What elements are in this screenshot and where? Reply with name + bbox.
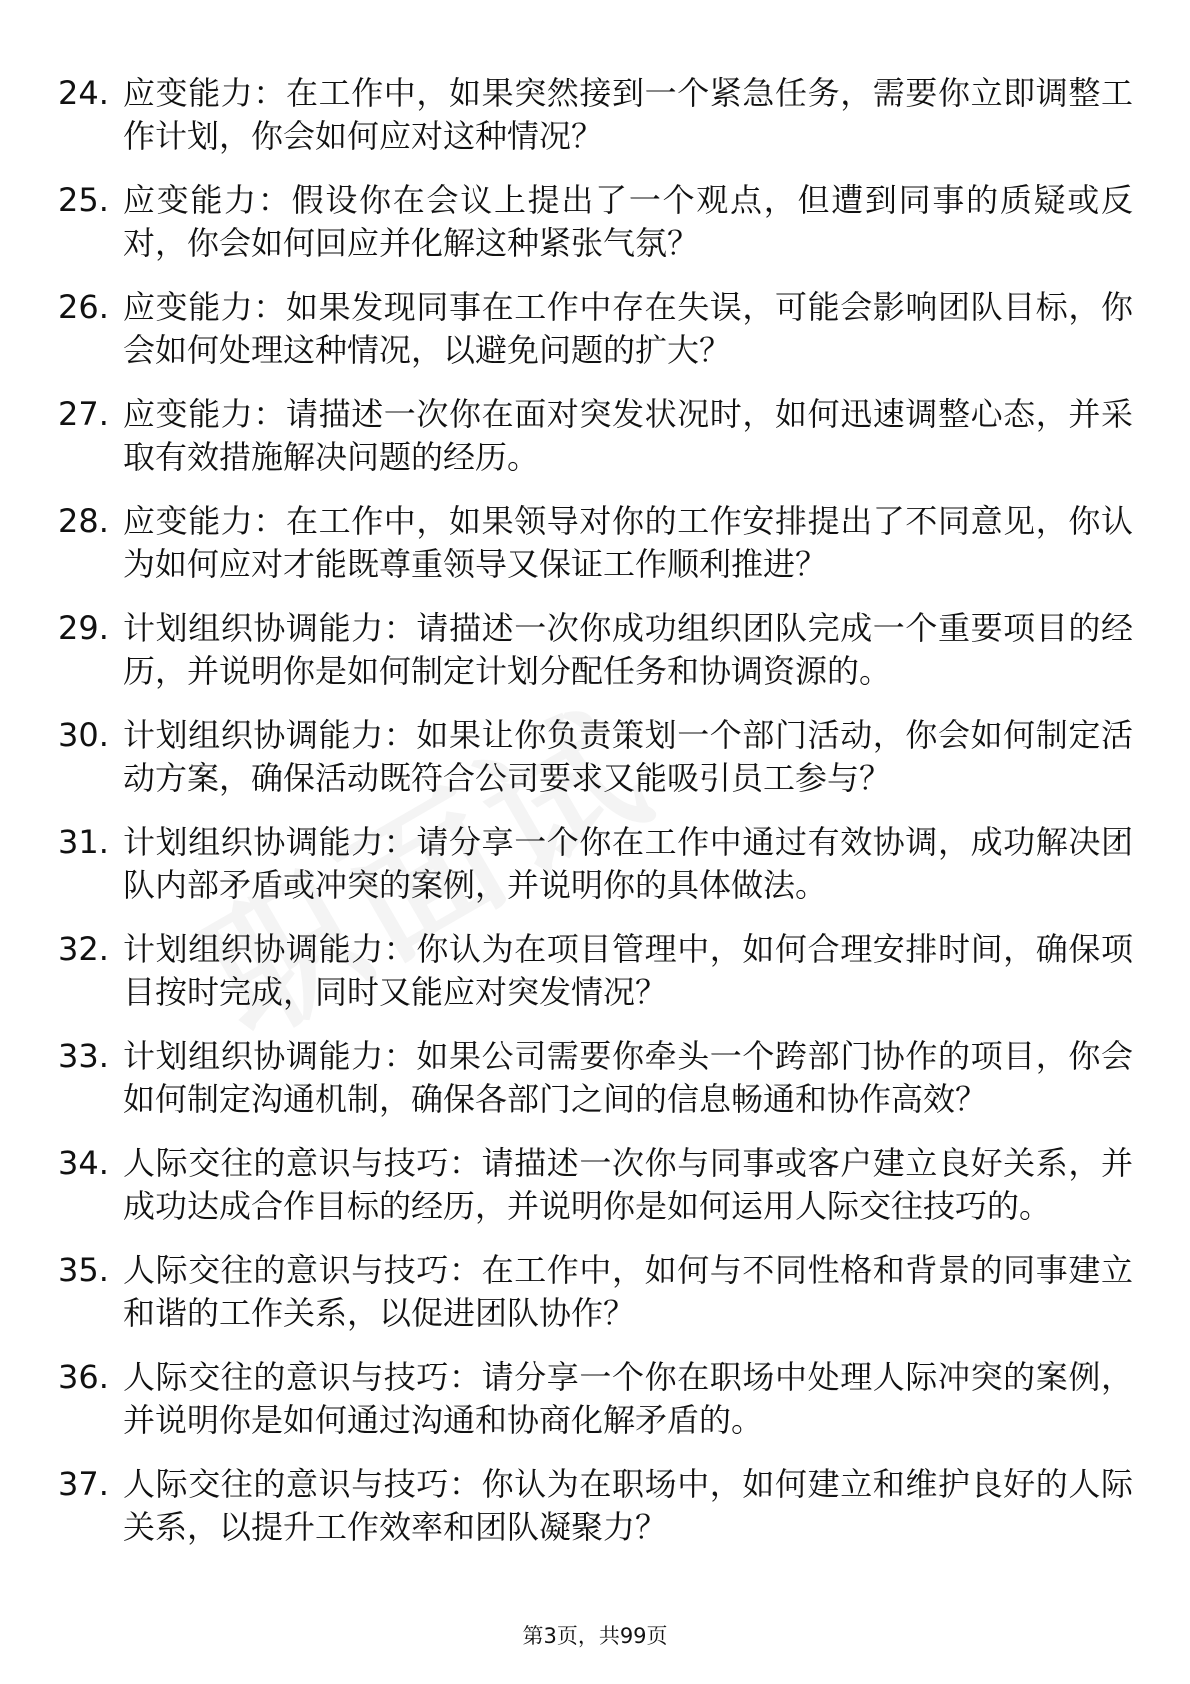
question-text: 计划组织协调能力：请描述一次你成功组织团队完成一个重要项目的经历，并说明你是如何制定计划分配任务和协调资源的。 (123, 609, 1133, 690)
question-number: 24. (58, 74, 109, 112)
question-item (58, 1356, 1133, 1442)
question-number: 29. (58, 609, 109, 647)
question-item (58, 607, 1133, 693)
question-number: 36. (58, 1358, 109, 1396)
question-item (58, 714, 1133, 800)
question-text: 人际交往的意识与技巧：你认为在职场中，如何建立和维护良好的人际关系，以提升工作效率和团队凝聚力？ (123, 1465, 1133, 1546)
question-number: 30. (58, 716, 109, 754)
question-text: 应变能力：如果发现同事在工作中存在失误，可能会影响团队目标，你会如何处理这种情况，以避免问题的扩大？ (123, 288, 1133, 369)
question-item (58, 500, 1133, 586)
question-number: 27. (58, 395, 109, 433)
page-number: 第3页，共99页 (522, 1624, 668, 1648)
question-item (58, 1035, 1133, 1121)
question-text: 人际交往的意识与技巧：请描述一次你与同事或客户建立良好关系，并成功达成合作目标的经历，并说明你是如何运用人际交往技巧的。 (123, 1144, 1133, 1225)
question-text: 计划组织协调能力：如果公司需要你牵头一个跨部门协作的项目，你会如何制定沟通机制，确保各部门之间的信息畅通和协作高效？ (123, 1037, 1133, 1118)
question-item (58, 821, 1133, 907)
question-text: 人际交往的意识与技巧：请分享一个你在职场中处理人际冲突的案例，并说明你是如何通过沟通和协商化解矛盾的。 (123, 1358, 1133, 1439)
question-text: 应变能力：请描述一次你在面对突发状况时，如何迅速调整心态，并采取有效措施解决问题的经历。 (123, 395, 1133, 476)
question-number: 35. (58, 1251, 109, 1289)
question-text: 应变能力：假设你在会议上提出了一个观点，但遭到同事的质疑或反对，你会如何回应并化解这种紧张气氛？ (123, 181, 1133, 262)
question-item (58, 179, 1133, 265)
question-text: 计划组织协调能力：请分享一个你在工作中通过有效协调，成功解决团队内部矛盾或冲突的案例，并说明你的具体做法。 (123, 823, 1133, 904)
question-item (58, 1249, 1133, 1335)
page-footer (0, 1620, 1190, 1650)
question-text: 应变能力：在工作中，如果领导对你的工作安排提出了不同意见，你认为如何应对才能既尊重领导又保证工作顺利推进？ (123, 502, 1133, 583)
question-number: 34. (58, 1144, 109, 1182)
question-number: 37. (58, 1465, 109, 1503)
question-item (58, 72, 1133, 158)
question-item (58, 928, 1133, 1014)
question-number: 32. (58, 930, 109, 968)
question-item (58, 1142, 1133, 1228)
question-text: 计划组织协调能力：你认为在项目管理中，如何合理安排时间，确保项目按时完成，同时又能应对突发情况？ (123, 930, 1133, 1011)
question-number: 28. (58, 502, 109, 540)
question-item (58, 1463, 1133, 1549)
question-number: 33. (58, 1037, 109, 1075)
question-list (58, 72, 1133, 1570)
question-item (58, 393, 1133, 479)
question-item (58, 286, 1133, 372)
question-text: 应变能力：在工作中，如果突然接到一个紧急任务，需要你立即调整工作计划，你会如何应对这种情况？ (123, 74, 1133, 155)
question-number: 31. (58, 823, 109, 861)
question-text: 计划组织协调能力：如果让你负责策划一个部门活动，你会如何制定活动方案，确保活动既符合公司要求又能吸引员工参与？ (123, 716, 1133, 797)
question-text: 人际交往的意识与技巧：在工作中，如何与不同性格和背景的同事建立和谐的工作关系，以促进团队协作？ (123, 1251, 1133, 1332)
question-number: 25. (58, 181, 109, 219)
question-number: 26. (58, 288, 109, 326)
